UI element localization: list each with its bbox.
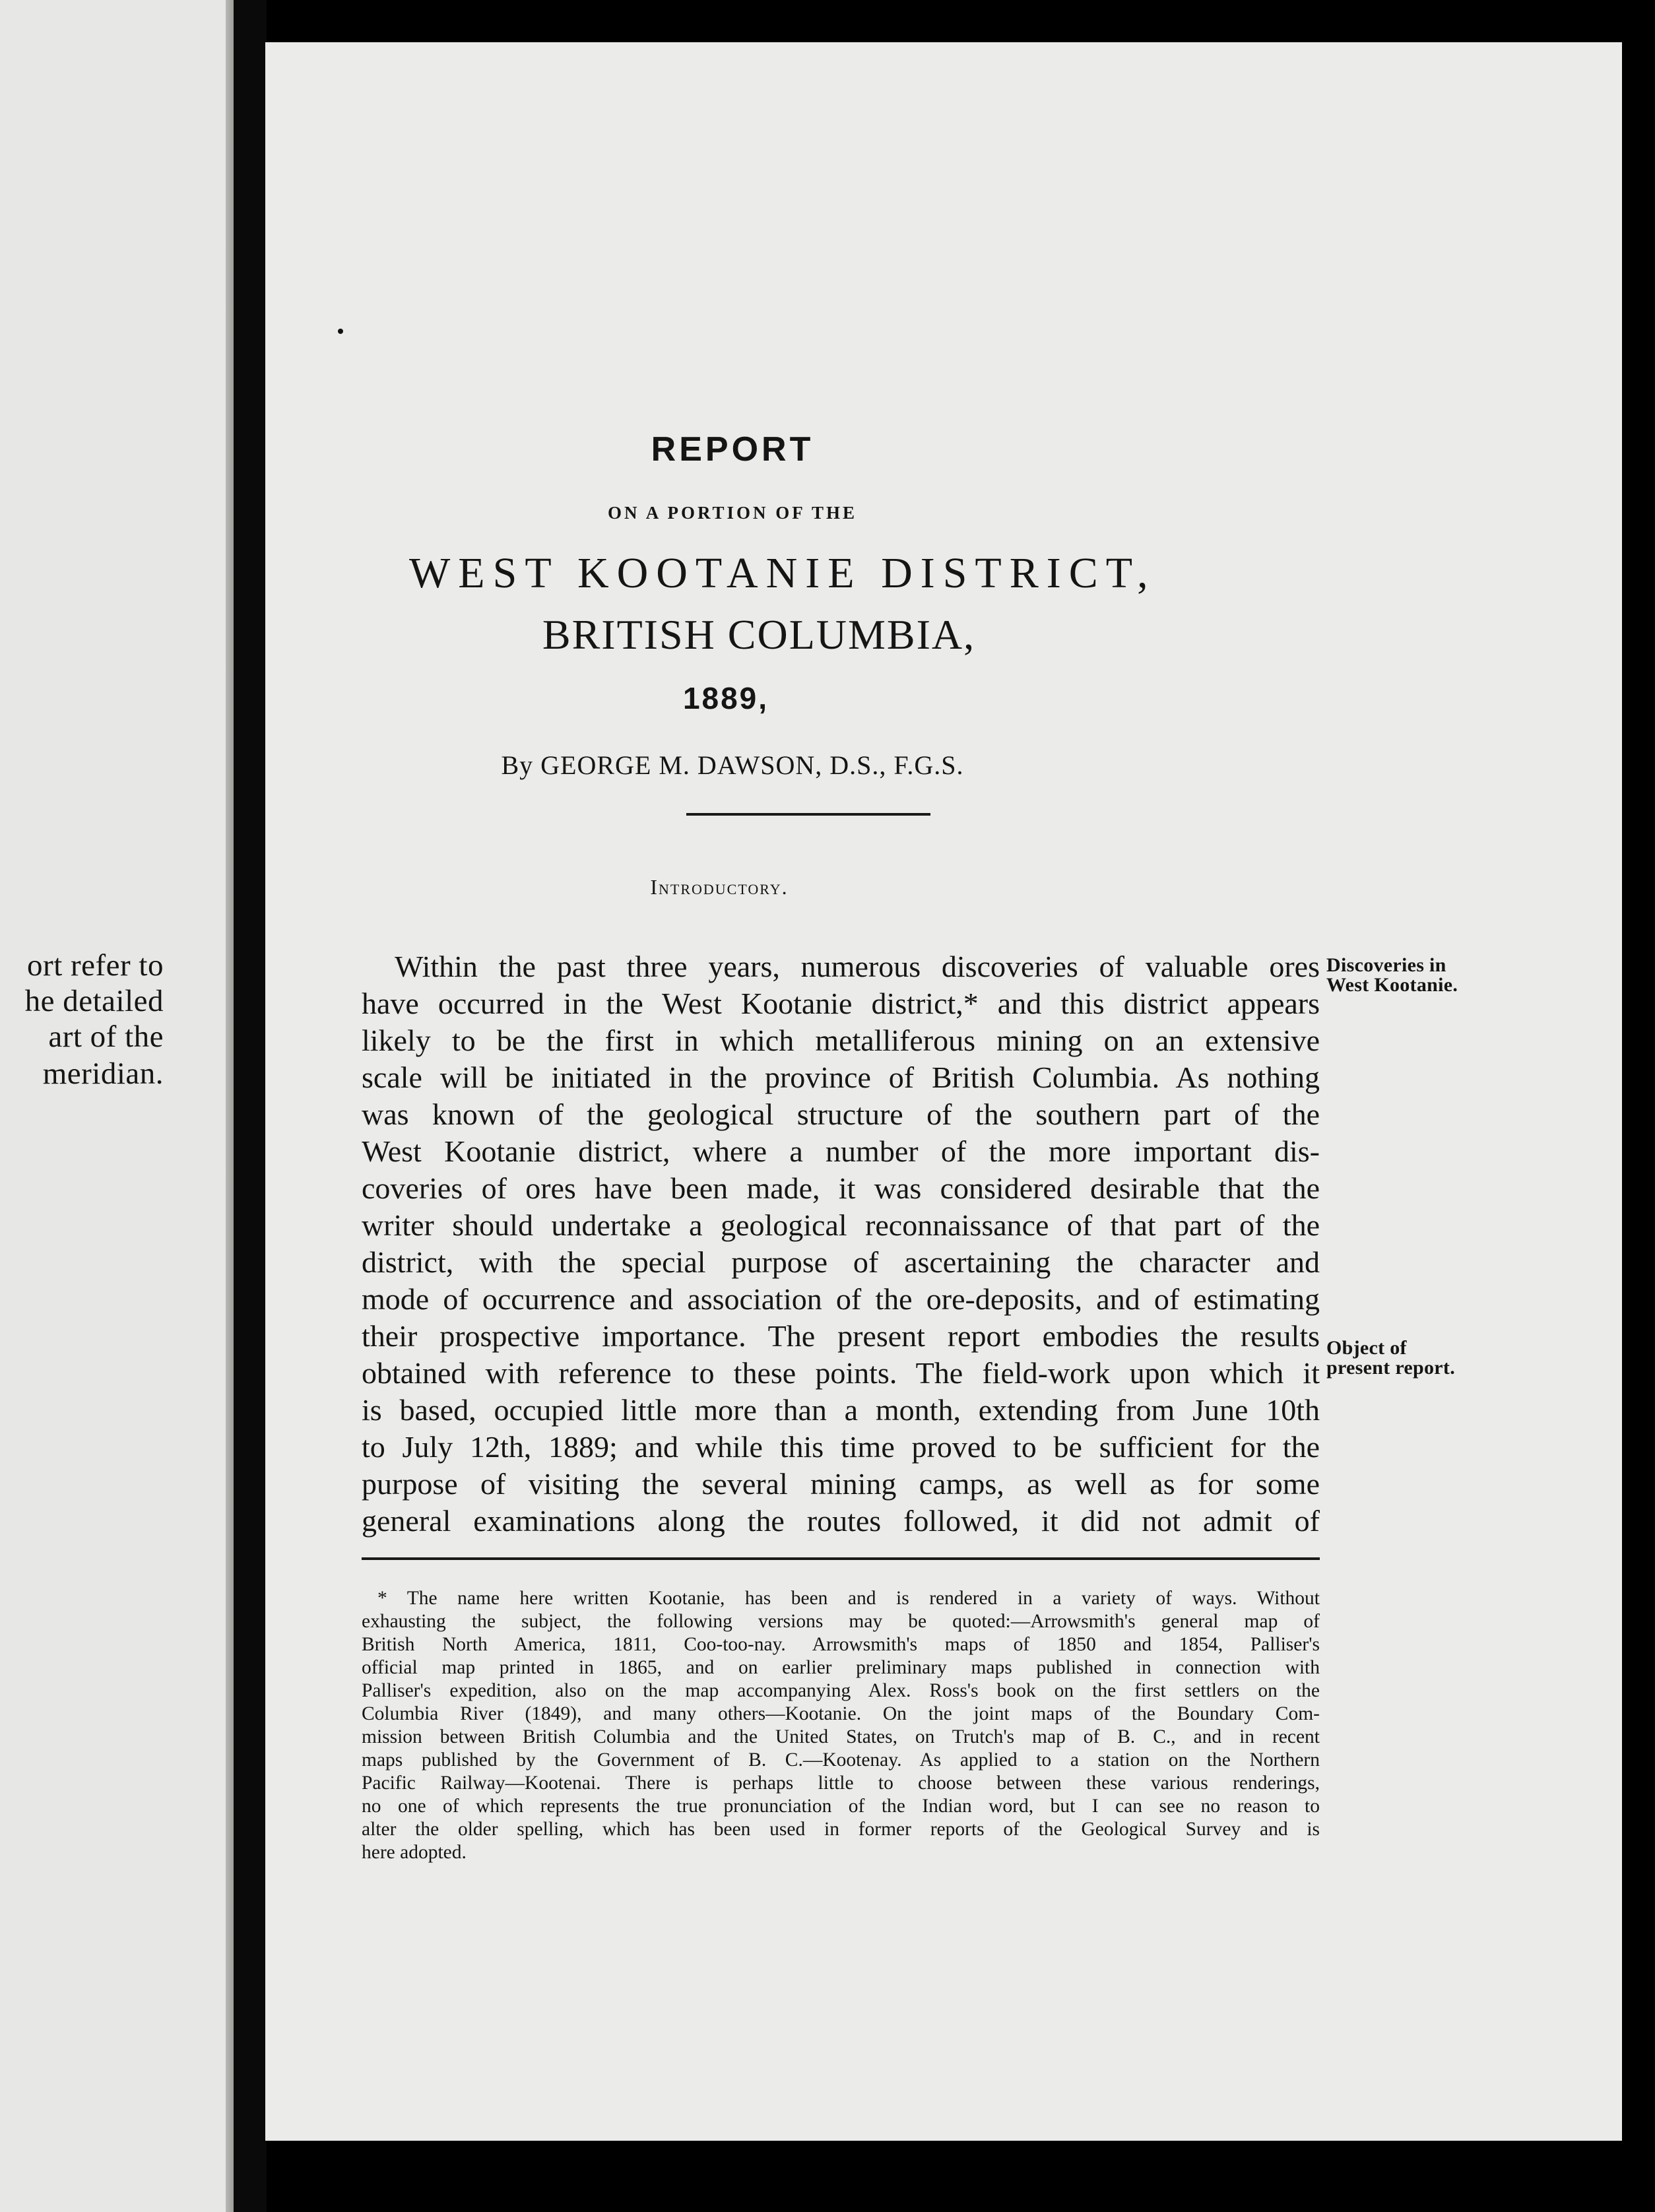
body-line: Within the past three years, numerous discoveries of valuable ores xyxy=(395,950,1320,983)
footnote-line: no one of which represents the true pronunciation of the Indian word, but I can see no reason to xyxy=(362,1796,1320,1817)
body-line: general examinations along the routes followed, it did not admit of xyxy=(362,1504,1320,1538)
body-line: have occurred in the West Kootanie district,* and this district appears xyxy=(362,987,1320,1020)
scan-border xyxy=(1622,0,1655,2212)
left-page-line: meridian. xyxy=(42,1057,164,1091)
footnote-line: exhausting the subject, the following versions may be quoted:—Arrowsmith's general map of xyxy=(362,1611,1320,1632)
district-title: WEST KOOTANIE DISTRICT, xyxy=(409,549,1156,597)
left-page-line: art of the xyxy=(48,1020,164,1054)
scan-speck xyxy=(338,329,343,334)
body-line: was known of the geological structure of the southern part of the xyxy=(362,1097,1320,1131)
footnote-line: mission between British Columbia and the United States, on Trutch's map of B. C., and in recent xyxy=(362,1726,1320,1747)
body-line: coveries of ores have been made, it was considered desirable that the xyxy=(362,1171,1320,1205)
body-line: to July 12th, 1889; and while this time proved to be sufficient for the xyxy=(362,1430,1320,1464)
footnote-line: Columbia River (1849), and many others—Kootanie. On the joint maps of the Boundary Com- xyxy=(362,1703,1320,1724)
footnote-line: here adopted. xyxy=(362,1842,467,1863)
body-line: district, with the special purpose of ascertaining the character and xyxy=(362,1245,1320,1279)
margin-note-line: present report. xyxy=(1326,1357,1456,1379)
body-line: likely to be the first in which metalliferous mining on an extensive xyxy=(362,1024,1320,1057)
left-page-line: he detailed xyxy=(24,984,164,1018)
report-year: 1889, xyxy=(682,681,769,715)
section-heading: Introductory. xyxy=(650,875,789,899)
margin-note-line: Discoveries in xyxy=(1326,954,1446,976)
author-byline: By GEORGE M. DAWSON, D.S., F.G.S. xyxy=(501,750,964,780)
footnote-line: alter the older spelling, which has been used in former reports of the Geological Survey and is xyxy=(362,1819,1320,1840)
body-line: is based, occupied little more than a month, extending from June 10th xyxy=(362,1393,1320,1427)
margin-note-line: West Kootanie. xyxy=(1326,974,1458,996)
footnote-line: * The name here written Kootanie, has been and is rendered in a variety of ways. Without xyxy=(377,1588,1320,1609)
footnote-line: official map printed in 1865, and on earlier preliminary maps published in connection with xyxy=(362,1657,1320,1678)
body-line: mode of occurrence and association of the ore-deposits, and of estimating xyxy=(362,1282,1320,1316)
body-line: obtained with reference to these points. The field-work upon which it xyxy=(362,1356,1320,1390)
body-line: writer should undertake a geological reconnaissance of that part of the xyxy=(362,1208,1320,1242)
margin-note-line: Object of xyxy=(1326,1337,1407,1359)
previous-page xyxy=(0,0,226,2212)
footnote-line: British North America, 1811, Coo-too-nay. Arrowsmith's maps of 1850 and 1854, Palliser's xyxy=(362,1634,1320,1655)
footnote-line: Pacific Railway—Kootenai. There is perhaps little to choose between these various renderings, xyxy=(362,1773,1320,1794)
province-title: BRITISH COLUMBIA, xyxy=(542,611,976,658)
report-title: REPORT xyxy=(651,430,814,469)
margin-note xyxy=(1326,956,1458,995)
left-page-line: ort refer to xyxy=(27,948,164,983)
footnote-line: maps published by the Government of B. C.—Kootenay. As applied to a station on the Northern xyxy=(362,1749,1320,1771)
title-divider xyxy=(686,813,930,816)
body-line: purpose of visiting the several mining camps, as well as for some xyxy=(362,1467,1320,1501)
footnote-divider xyxy=(362,1557,1320,1560)
body-line: their prospective importance. The present report embodies the results xyxy=(362,1319,1320,1353)
margin-note xyxy=(1326,1338,1455,1378)
book-gutter xyxy=(234,0,267,2212)
footnote-line: Palliser's expedition, also on the map accompanying Alex. Ross's book on the first settlers on the xyxy=(362,1680,1320,1701)
body-line: West Kootanie district, where a number of the more important dis- xyxy=(362,1134,1320,1168)
report-subtitle: ON A PORTION OF THE xyxy=(607,503,858,523)
body-line: scale will be initiated in the province of British Columbia. As nothing xyxy=(362,1060,1320,1094)
